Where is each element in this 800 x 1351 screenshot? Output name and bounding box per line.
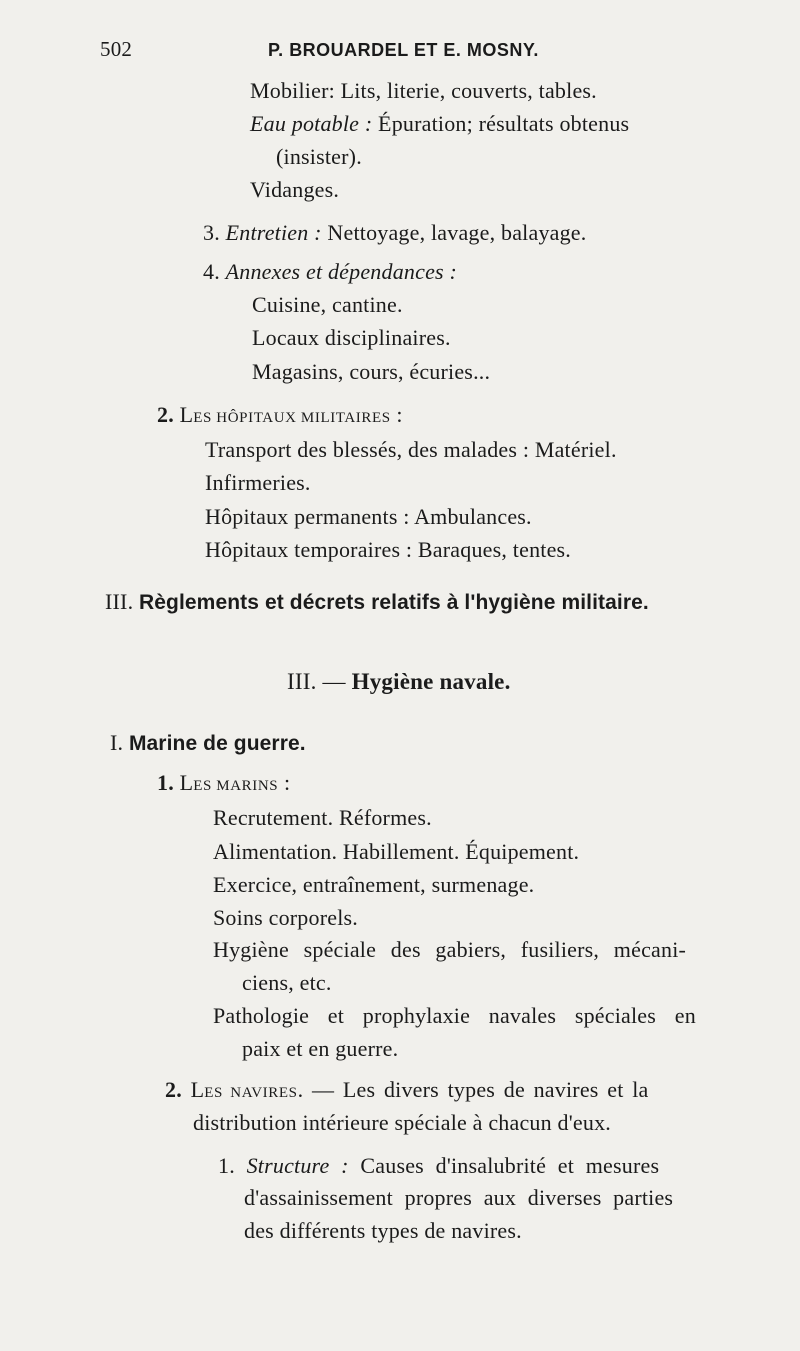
section-title [287,667,511,697]
entretien-label: Entretien : [225,220,322,245]
marins-caps: ES MARINS [193,778,279,794]
heading-navires [165,1075,649,1108]
line-cuisine: Cuisine, cantine. [252,292,403,317]
line-eau-cont: (insister). [276,144,362,169]
line-navires-cont: distribution intérieure spéciale à chacun d'eux. [193,1110,611,1135]
line-temporaires: Hôpitaux temporaires : Baraques, tentes. [205,537,572,562]
navires-cap: L [190,1077,205,1102]
section-number: III. [105,589,139,614]
heading-marins [157,768,290,801]
reglements-text: Règlements et décrets relatifs à l'hygiène militaire. [138,591,649,614]
item-number: 1. [218,1153,247,1178]
line-pathologie-cont: paix et en guerre. [242,1036,399,1061]
item-number: 2. [157,402,180,427]
marins-cap: L [179,770,194,795]
hopitaux-cap: L [179,402,194,427]
item-number: 3. [203,220,226,245]
structure-label: Structure : [246,1153,349,1178]
eau-potable-text: Épuration; résultats obtenus [372,111,630,136]
item-annexes [203,257,457,287]
navires-text: . — Les divers types de navires et la [297,1077,649,1102]
hopitaux-caps: ES HÔPITAUX MILITAIRES [193,410,391,426]
item-number: 2. [165,1077,191,1102]
page-number: 502 [100,37,133,61]
line-hygiene-cont: ciens, etc. [242,970,332,995]
heading-number: I. [110,730,129,755]
line-permanents: Hôpitaux permanents : Ambulances. [205,504,532,529]
section-reglements [105,587,649,618]
line-structure-2: d'assainissement propres aux diverses parties [244,1185,674,1210]
running-title: P. BROUARDEL ET E. MOSNY. [268,40,539,60]
section-title-number: III. — [287,669,352,694]
line-exercice: Exercice, entraînement, surmenage. [213,872,535,897]
item-number: 4. [203,259,226,284]
line-magasins: Magasins, cours, écuries... [252,359,491,384]
eau-potable-label: Eau potable : [250,111,373,136]
item-number: 1. [157,770,180,795]
line-eau-potable [250,109,629,139]
heading-marine [110,728,306,759]
structure-text: Causes d'insalubrité et mesures [348,1153,660,1178]
annexes-label: Annexes et dépendances : [225,259,458,284]
heading-hopitaux [157,400,403,433]
line-infirmeries: Infirmeries. [205,470,311,495]
line-recrutement: Recrutement. Réformes. [213,805,432,830]
line-mobilier: Mobilier: Lits, literie, couverts, tables. [250,78,597,103]
line-transport: Transport des blessés, des malades : Matériel. [205,437,617,462]
line-vidanges: Vidanges. [250,177,340,202]
heading-marine-text: Marine de guerre. [128,732,306,755]
section-title-text: Hygiène navale. [351,669,511,694]
line-hygiene: Hygiène spéciale des gabiers, fusiliers, mécani- [213,937,687,962]
marins-colon: : [278,770,291,795]
item-entretien [203,218,586,248]
line-structure-3: des différents types de navires. [244,1218,522,1243]
item-structure [218,1151,659,1181]
line-pathologie: Pathologie et prophylaxie navales spéciales en [213,1003,696,1028]
line-locaux: Locaux disciplinaires. [252,325,451,350]
line-alimentation: Alimentation. Habillement. Équipement. [213,839,580,864]
line-soins: Soins corporels. [213,905,358,930]
entretien-text: Nettoyage, lavage, balayage. [321,220,587,245]
navires-caps: ES NAVIRES [204,1085,298,1101]
hopitaux-colon: : [390,402,403,427]
